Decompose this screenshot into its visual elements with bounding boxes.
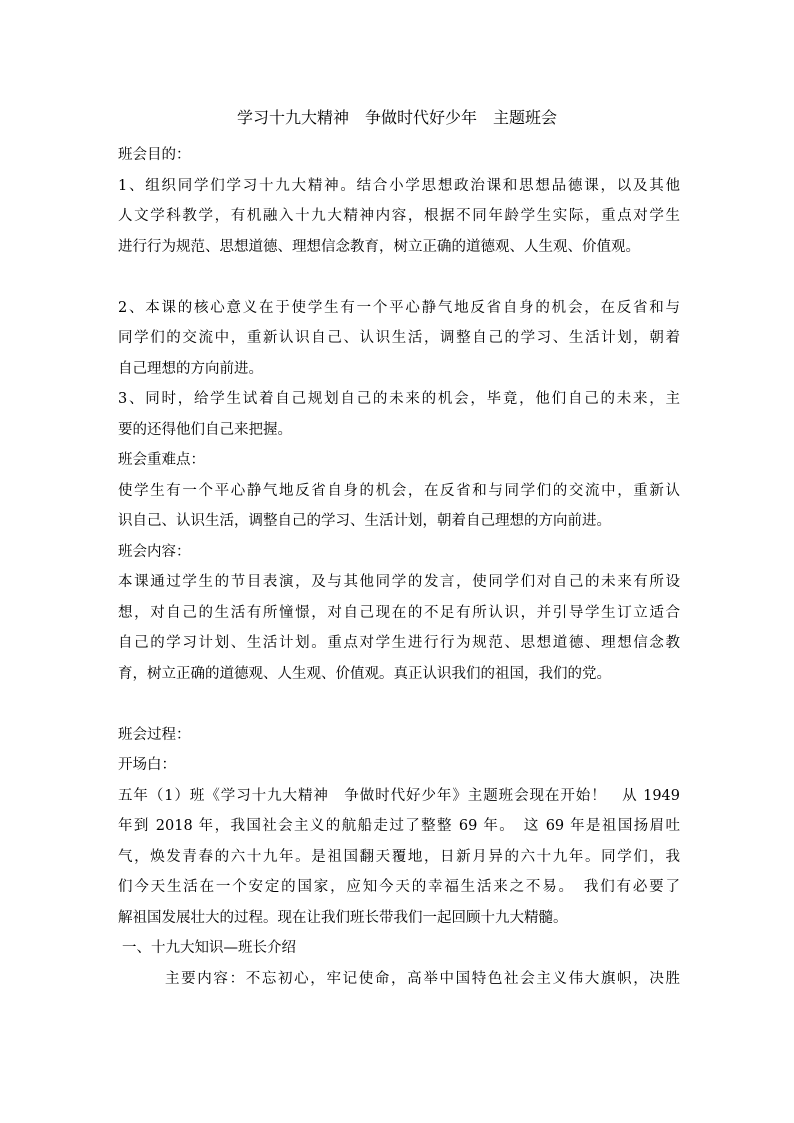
text-line: 人文学科教学，有机融入十九大精神内容，根据不同年龄学生实际，重点对学生 (118, 208, 680, 224)
text-line: 1、组织同学们学习十九大精神。结合小学思想政治课和思想品德课，以及其他 (118, 177, 680, 194)
text-line: 们今天生活在一个安定的国家，应知今天的幸福生活来之不易。 我们有必要了 (118, 879, 680, 895)
blank-line (118, 262, 680, 293)
text-line: 解祖国发展壮大的过程。现在让我们班长带我们一起回顾十九大精髓。 (118, 909, 568, 926)
paragraph-content (118, 567, 680, 689)
section-heading-purpose: 班会目的： (118, 147, 191, 163)
text-line: 想，对自己的生活有所憧憬，对自己现在的不足有所认识，并引导学生订立适合 (118, 604, 680, 621)
paragraph-key-points (118, 476, 680, 537)
text-line-main-content: 主要内容：不忘初心，牢记使命，高举中国特色社会主义伟大旗帜，决胜 (165, 970, 680, 987)
text-line: 育，树立正确的道德观、人生观、价值观。真正认识我们的祖国，我们的党。 (118, 665, 611, 682)
text-line: 识自己、认识生活，调整自己的学习、生活计划，朝着自己理想的方向前进。 (118, 513, 611, 529)
paragraph-opening (118, 781, 680, 934)
blank-line (118, 689, 680, 720)
text-line: 自己理想的方向前进。 (118, 360, 263, 377)
document-title: 学习十九大精神 争做时代好少年 主题班会 (236, 108, 557, 127)
text-line: 年到 2018 年，我国社会主义的航船走过了整整 69 年。 这 69 年是祖国扬眉吐 (118, 818, 680, 834)
paragraph-purpose-1 (118, 171, 680, 263)
text-line: 要的还得他们自己来把握。 (118, 421, 292, 438)
text-line: 本课通过学生的节目表演，及与其他同学的发言，使同学们对自己的未来有所设 (118, 574, 680, 590)
paragraph-purpose-2 (118, 293, 680, 385)
text-line: 自己的学习计划、生活计划。重点对学生进行行为规范、思想道德、理想信念教 (118, 635, 680, 651)
text-line: 进行行为规范、思想道德、理想信念教育，树立正确的道德观、人生观、价值观。 (118, 238, 640, 255)
document-body (118, 140, 680, 994)
text-line: 2、本课的核心意义在于使学生有一个平心静气地反省自身的机会，在反省和与 (118, 299, 680, 316)
list-heading-knowledge: 一、十九大知识—班长介绍 (122, 940, 296, 956)
text-line: 五年（1）班《学习十九大精神 争做时代好少年》主题班会现在开始！ 从 1949 (118, 787, 680, 804)
section-heading-key-points: 班会重难点： (118, 452, 205, 468)
text-line: 气，焕发青春的六十九年。是祖国翻天覆地，日新月异的六十九年。同学们，我 (118, 848, 680, 865)
text-line: 3、同时，给学生试着自己规划自己的未来的机会，毕竟，他们自己的未来，主 (118, 391, 680, 407)
subheading-opening: 开场白： (118, 757, 176, 773)
section-heading-content: 班会内容： (118, 543, 191, 560)
section-heading-process: 班会过程： (118, 726, 191, 743)
text-line: 同学们的交流中，重新认识自己、认识生活，调整自己的学习、生活计划，朝着 (118, 330, 680, 346)
paragraph-purpose-3 (118, 384, 680, 445)
text-line: 使学生有一个平心静气地反省自身的机会，在反省和与同学们的交流中，重新认 (118, 482, 680, 499)
